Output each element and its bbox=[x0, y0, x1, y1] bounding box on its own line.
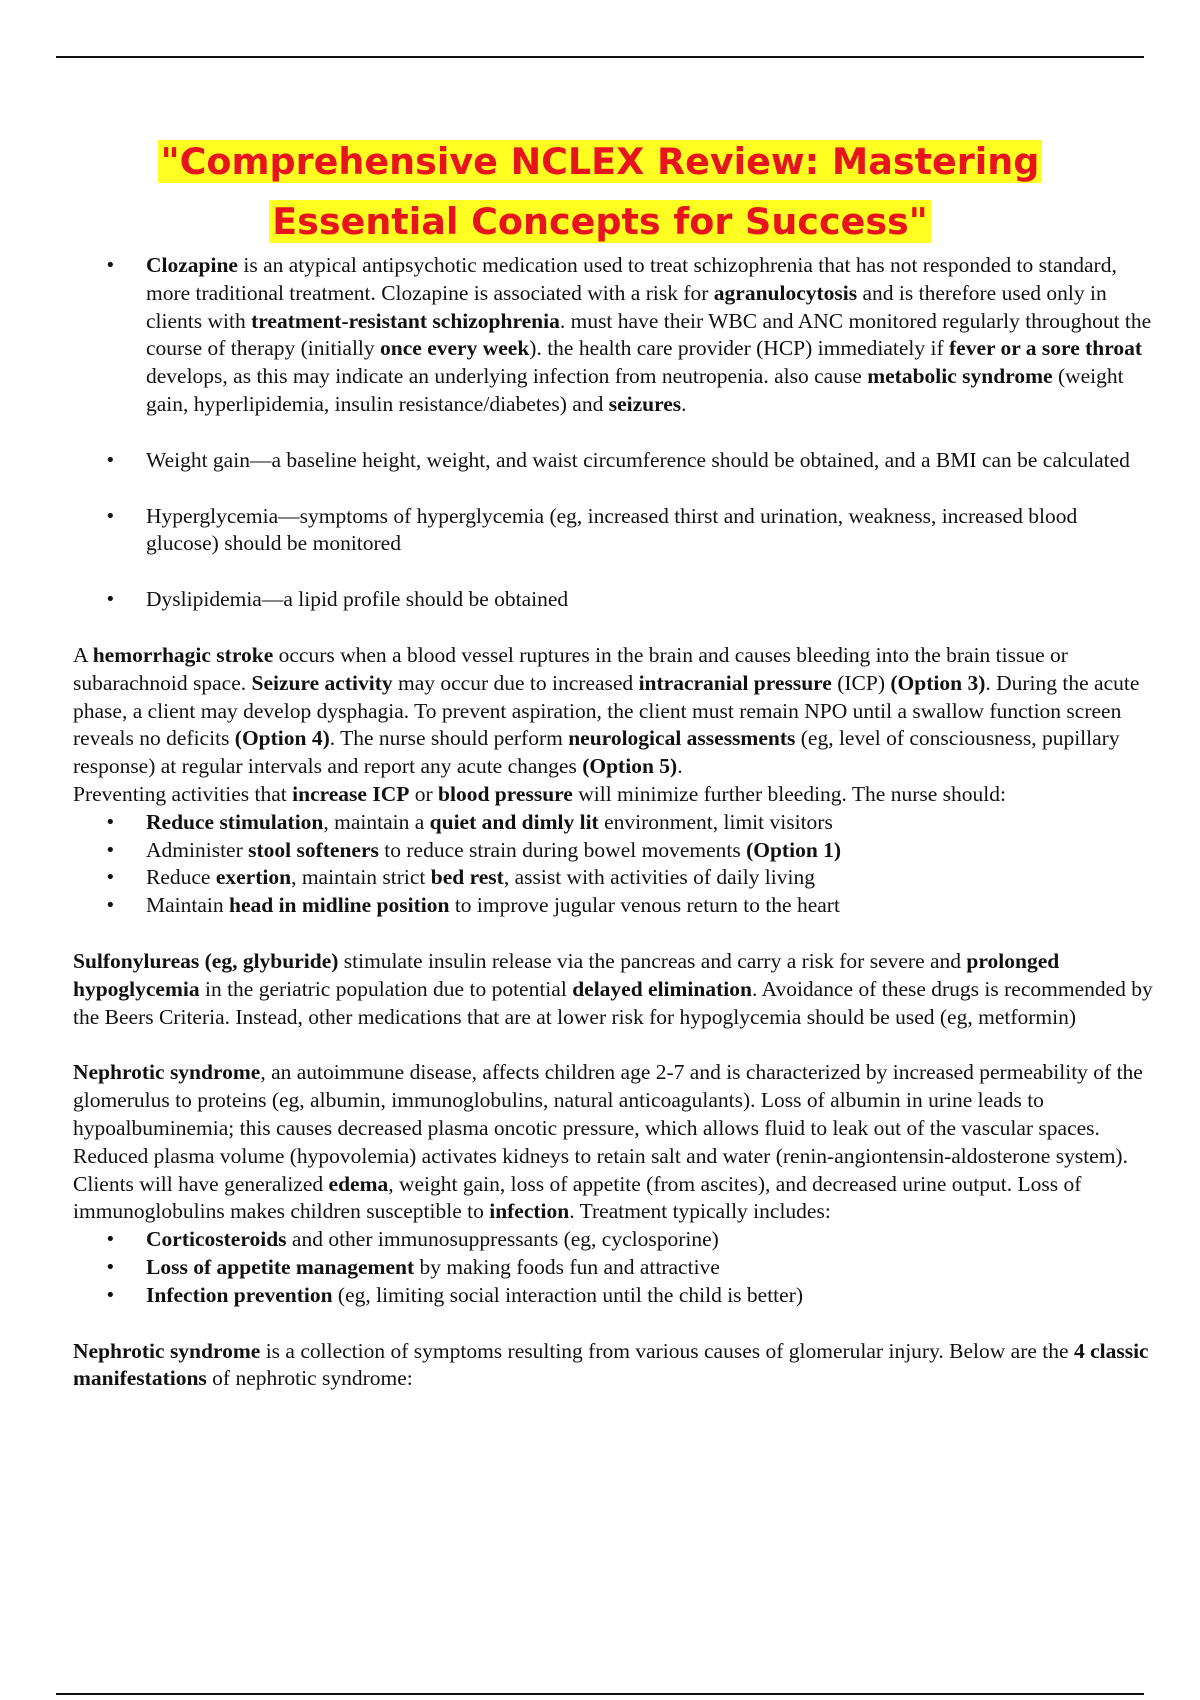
nephrotic-syndrome-paragraph bbox=[73, 1059, 1153, 1226]
text-run: , assist with activities of daily living bbox=[503, 865, 815, 890]
text-run: (weight gain, hyperlipidemia, insulin resistance/diabetes) and bbox=[146, 364, 1124, 416]
text-run: (eg, level of consciousness, pupillary response) at regular intervals and report any acute changes bbox=[73, 726, 1120, 779]
bold-text: (Option 1) bbox=[746, 837, 842, 862]
title-line-2: Essential Concepts for Success" bbox=[269, 200, 931, 243]
document-body bbox=[73, 252, 1153, 1393]
spacer bbox=[73, 920, 1153, 948]
text-run: . The nurse should perform bbox=[329, 726, 569, 751]
text-run: and is therefore used only in clients with bbox=[146, 280, 1107, 333]
clozapine-list bbox=[73, 252, 1153, 614]
bold-text: hemorrhagic stroke bbox=[92, 642, 274, 667]
title-line-1: "Comprehensive NCLEX Review: Mastering bbox=[158, 140, 1043, 183]
list-item bbox=[73, 1282, 1153, 1310]
text-run: of nephrotic syndrome: bbox=[206, 1366, 413, 1391]
text-run: , maintain a bbox=[323, 809, 430, 834]
bold-text: Loss of appetite management bbox=[146, 1254, 415, 1279]
text-run: may occur due to increased bbox=[392, 670, 639, 695]
text-run: A bbox=[73, 642, 93, 667]
text-run: by making foods fun and attractive bbox=[414, 1254, 720, 1279]
list-item bbox=[73, 892, 1153, 920]
bold-text: 4 classic manifestations bbox=[73, 1338, 1149, 1391]
bold-text: Infection prevention bbox=[146, 1282, 333, 1307]
text-run: is a collection of symptoms resulting from various causes of glomerular injury. Below are the bbox=[260, 1338, 1074, 1363]
text-run: to reduce strain during bowel movements bbox=[378, 837, 747, 862]
text-run: develops, as this may indicate an underlying infection from neutropenia. also cause bbox=[146, 364, 868, 389]
text-run: . Avoidance of these drugs is recommended by the Beers Criteria. Instead, other medications that are at lower risk for hypoglycemia should be used (eg, metformin) bbox=[73, 976, 1153, 1029]
text-run: . During the acute phase, a client may develop dysphagia. To prevent aspiration, the client must remain NPO until a swallow function screen reveals no deficits bbox=[73, 670, 1140, 751]
bold-text: Reduce stimulation bbox=[146, 809, 324, 834]
bold-text: bed rest bbox=[430, 865, 504, 890]
list-item bbox=[73, 586, 1153, 614]
text-run: or bbox=[409, 781, 439, 806]
text-run: Administer bbox=[146, 837, 249, 862]
nephrotic-manifestations-paragraph bbox=[73, 1338, 1153, 1394]
bold-text: increase ICP bbox=[292, 781, 410, 806]
text-run: in the geriatric population due to potential bbox=[199, 976, 573, 1001]
text-run: , maintain strict bbox=[291, 865, 431, 890]
text-run: Preventing activities that bbox=[73, 781, 293, 806]
bold-text: metabolic syndrome bbox=[867, 364, 1053, 389]
bold-text: Nephrotic syndrome bbox=[73, 1338, 261, 1363]
list-item bbox=[73, 837, 1153, 865]
text-run: , an autoimmune disease, affects children age 2-7 and is characterized by increased permeability of the glomerulus to proteins (eg, albumin, immunoglobulins, natural anticoagulants). Loss of albumin in urine leads to hypoalbuminemia; this causes decreased plasma oncotic pressure, which allows fluid to leak out of the vascular spaces. Reduced plasma volume (hypovolemia) activates kidneys to retain salt and water (renin-angiontensin-aldosterone system). Clients will have generalized bbox=[73, 1060, 1143, 1196]
document-title bbox=[0, 132, 1200, 252]
text-run: and other immunosuppressants (eg, cyclosporine) bbox=[286, 1227, 719, 1252]
bold-text: Corticosteroids bbox=[146, 1227, 287, 1252]
text-run: ). the health care provider (HCP) immediately if bbox=[529, 336, 949, 361]
bold-text: Sulfonylureas (eg, glyburide) bbox=[73, 948, 339, 973]
top-rule bbox=[56, 56, 1144, 58]
bold-text: Clozapine bbox=[146, 253, 238, 277]
list-item bbox=[73, 447, 1153, 475]
list-item bbox=[73, 503, 1153, 559]
spacer bbox=[73, 1031, 1153, 1059]
bold-text: treatment-resistant schizophrenia bbox=[251, 308, 560, 333]
text-run: . bbox=[681, 391, 687, 416]
stroke-paragraph bbox=[73, 642, 1153, 781]
bold-text: exertion bbox=[215, 865, 292, 890]
text-run: stimulate insulin release via the pancreas and carry a risk for severe and bbox=[338, 948, 967, 973]
spacer bbox=[73, 1310, 1153, 1338]
text-run: is an atypical antipsychotic medication used to treat schizophrenia that has not responded to standard, more traditional treatment. Clozapine is associated with a risk for bbox=[146, 253, 1117, 305]
text-run: Weight gain—a baseline height, weight, and waist circumference should be obtained, and a BMI can be calculated bbox=[146, 447, 1130, 472]
bold-text: seizures bbox=[608, 391, 682, 416]
list-item bbox=[73, 809, 1153, 837]
bold-text: Nephrotic syndrome bbox=[73, 1060, 261, 1085]
nephrotic-treatment-list bbox=[73, 1226, 1153, 1309]
text-run: Hyperglycemia—symptoms of hyperglycemia (eg, increased thirst and urination, weakness, increased blood glucose) should be monitored bbox=[146, 503, 1078, 556]
text-run: Reduce bbox=[146, 865, 216, 890]
bold-text: edema bbox=[328, 1171, 389, 1196]
bold-text: head in midline position bbox=[229, 893, 450, 918]
text-run: occurs when a blood vessel ruptures in the brain and causes bleeding into the brain tissue or subarachnoid space. bbox=[73, 642, 1068, 695]
sulfonylureas-paragraph bbox=[73, 948, 1153, 1031]
bottom-rule bbox=[56, 1693, 1144, 1695]
text-run: will minimize further bleeding. The nurse should: bbox=[572, 781, 1006, 806]
bold-text: once every week bbox=[380, 336, 530, 361]
bold-text: fever or a sore throat bbox=[949, 336, 1143, 361]
bold-text: stool softeners bbox=[248, 837, 379, 862]
text-run: , weight gain, loss of appetite (from ascites), and decreased urine output. Loss of immunoglobulins makes children susceptible to bbox=[73, 1171, 1082, 1224]
list-item bbox=[73, 864, 1153, 892]
bold-text: intracranial pressure bbox=[638, 670, 832, 695]
text-run: to improve jugular venous return to the heart bbox=[449, 893, 840, 918]
text-run: Dyslipidemia—a lipid profile should be obtained bbox=[146, 587, 569, 612]
stroke-intro bbox=[73, 781, 1153, 809]
list-item bbox=[73, 1226, 1153, 1254]
bold-text: (Option 5) bbox=[582, 754, 678, 779]
bold-text: neurological assessments bbox=[568, 726, 796, 751]
text-run: . must have their WBC and ANC monitored regularly throughout the course of therapy (initially bbox=[146, 308, 1152, 361]
bold-text: blood pressure bbox=[438, 781, 573, 806]
bold-text: delayed elimination bbox=[572, 976, 752, 1001]
bold-text: prolonged hypoglycemia bbox=[73, 948, 1060, 1001]
list-item bbox=[73, 1254, 1153, 1282]
bold-text: Seizure activity bbox=[251, 670, 393, 695]
bold-text: (Option 4) bbox=[234, 726, 330, 751]
text-run: . bbox=[677, 754, 683, 779]
text-run: Maintain bbox=[146, 893, 229, 918]
bold-text: (Option 3) bbox=[890, 670, 986, 695]
text-run: environment, limit visitors bbox=[598, 809, 833, 834]
bold-text: agranulocytosis bbox=[713, 280, 858, 305]
text-run: (ICP) bbox=[831, 670, 891, 695]
list-item bbox=[73, 252, 1153, 419]
bold-text: infection bbox=[489, 1199, 570, 1224]
stroke-list bbox=[73, 809, 1153, 920]
text-run: . Treatment typically includes: bbox=[569, 1199, 831, 1224]
text-run: (eg, limiting social interaction until the child is better) bbox=[332, 1282, 804, 1307]
bold-text: quiet and dimly lit bbox=[429, 809, 599, 834]
